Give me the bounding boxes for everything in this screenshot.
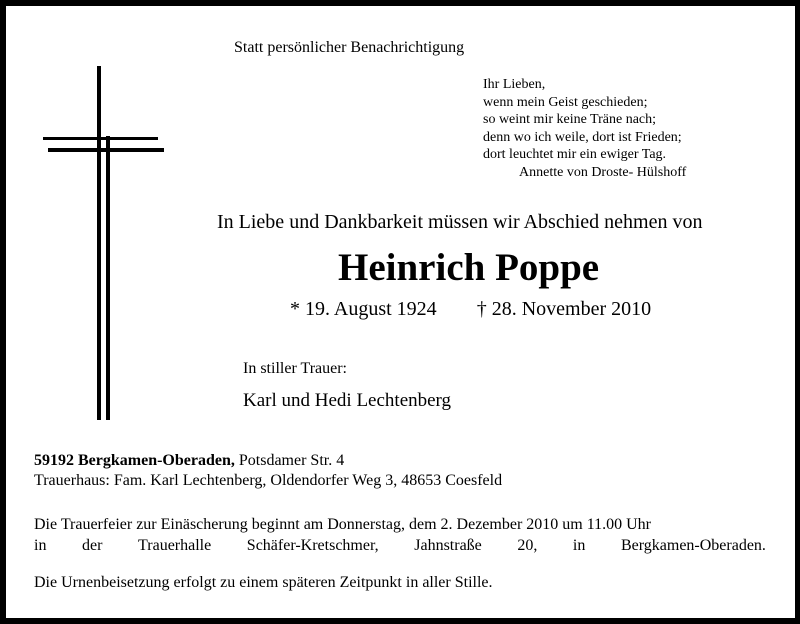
urn-burial-note: Die Urnenbeisetzung erfolgt zu einem späteren Zeitpunkt in aller Stille. — [34, 574, 493, 591]
ceremony-info — [34, 514, 766, 556]
ceremony-word: Bergkamen-Oberaden. — [620, 537, 766, 554]
ceremony-word: Jahnstraße — [414, 537, 482, 554]
birth-date: * 19. August 1924 — [290, 298, 437, 320]
ceremony-word: der — [82, 537, 103, 554]
cross-horizontal-bar-lower — [48, 148, 164, 152]
mourners: Karl und Hedi Lechtenberg — [243, 390, 452, 411]
ceremony-word: Trauerhalle — [138, 537, 212, 554]
house-of-mourning: Trauerhaus: Fam. Karl Lechtenberg, Oldendorfer Weg 3, 48653 Coesfeld — [34, 472, 503, 489]
poem-line: dort leuchtet mir ein ewiger Tag. — [483, 147, 667, 162]
death-date: † 28. November 2010 — [476, 298, 652, 320]
cross-vertical-bar — [97, 66, 101, 420]
intro-text: In Liebe und Dankbarkeit müssen wir Abschied nehmen von — [217, 211, 703, 233]
poem-line: Ihr Lieben, — [483, 77, 546, 92]
poem — [483, 76, 686, 181]
ceremony-word: 20, — [517, 537, 538, 554]
ceremony-line-justified — [34, 535, 766, 556]
poem-line: denn wo ich weile, dort ist Frieden; — [483, 129, 682, 145]
deceased-name: Heinrich Poppe — [338, 246, 600, 289]
poem-line: so weint mir keine Träne nach; — [483, 112, 657, 127]
ceremony-word: Schäfer-Kretschmer, — [246, 537, 379, 554]
poem-author: Annette von Droste- Hülshoff — [519, 164, 687, 180]
poem-line: wenn mein Geist geschieden; — [483, 94, 648, 110]
address-line — [34, 452, 344, 470]
cross-vertical-bar-inner — [106, 136, 110, 420]
address-city: 59192 Bergkamen-Oberaden, — [34, 452, 235, 469]
ceremony-word: in — [34, 537, 47, 554]
ceremony-line: Die Trauerfeier zur Einäscherung beginnt am Donnerstag, dem 2. Dezember 2010 um 11.00 Uhr — [34, 516, 652, 533]
mourning-label: In stiller Trauer: — [243, 360, 347, 377]
cross-horizontal-bar — [43, 137, 158, 140]
address-street: Potsdamer Str. 4 — [234, 452, 345, 469]
ceremony-word: in — [572, 537, 586, 554]
header-note: Statt persönlicher Benachrichtigung — [234, 39, 465, 56]
life-dates — [290, 298, 651, 321]
